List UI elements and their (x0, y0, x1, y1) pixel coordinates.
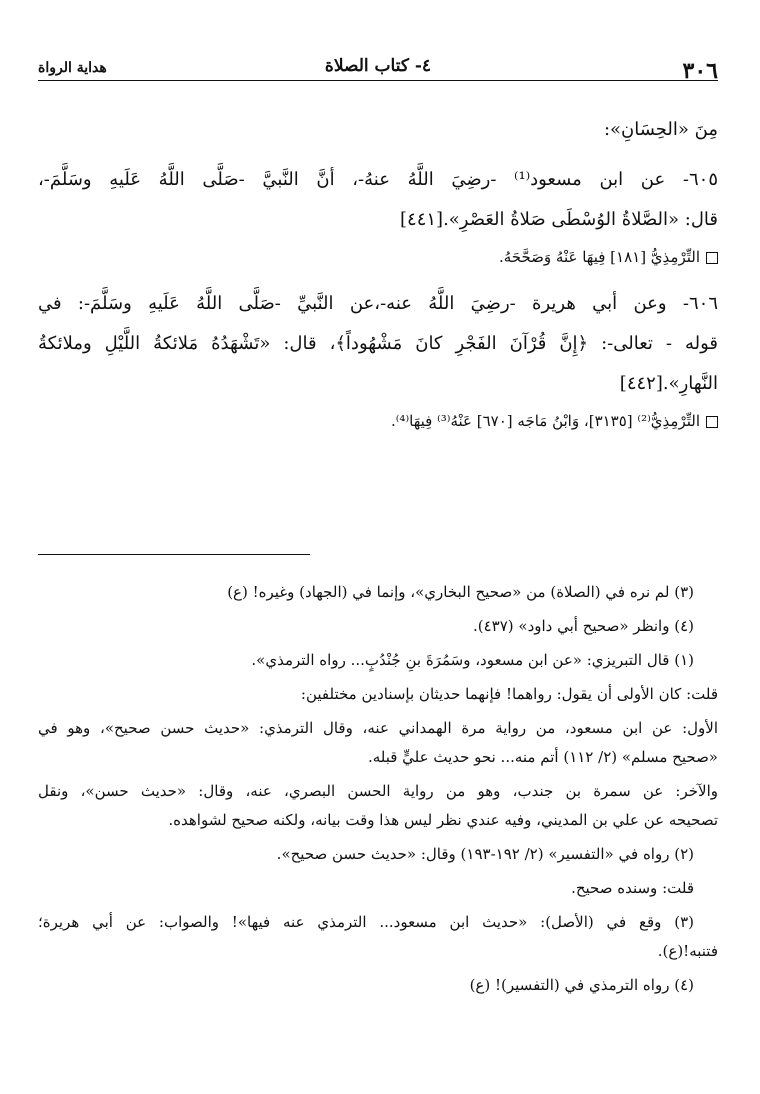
footnote-separator (38, 554, 310, 555)
hadith-606-line-2: قوله - تعالى-: ﴿إِنَّ قُرْآنَ الفَجْرِ كانَ مَشْهُوداً﴾، قال: «تَشْهَدُهُ مَلائكةُ اللَّيْلِ وملائكةُ (38, 333, 718, 354)
footnote: (٤) رواه الترمذي في (التفسير)! (ع) (469, 976, 694, 994)
footnote: (٢) رواه في «التفسير» (٢/ ١٩٢-١٩٣) وقال: «حديث حسن صحيح». (276, 845, 694, 863)
checkbox-square-icon (706, 416, 718, 428)
footnote: (٤) وانظر «صحيح أبي داود» (٤٣٧). (472, 617, 694, 635)
footnote: قلت: كان الأولى أن يقول: رواهما! فإنهما حديثان بإسنادين مختلفين: (300, 685, 718, 703)
hadith-605-line-2: قال: «الصَّلاةُ الوُسْطَى صَلاةُ العَصْرِ».[٤٤١] (400, 209, 718, 230)
hadith-606-line-1: ٦٠٦- وعن أبي هريرة -رضِيَ اللَّهُ عنه-،عن النَّبيِّ -صَلَّى اللَّهُ عَلَيهِ وسَلَّمَ-: في (38, 293, 718, 314)
page-number: ٣٠٦ (682, 58, 718, 84)
section-heading: مِنَ «الحِسَانِ»: (603, 119, 718, 140)
checkbox-square-icon (706, 252, 718, 264)
footnote: الأول: عن ابن مسعود، من رواية مرة الهمداني عنه، وقال الترمذي: «حديث حسن صحيح»، وهو في «صحيح مسلم» (٢/ ١١٢) أتم منه... نحو حديث عليٍّ قبله. (38, 719, 718, 766)
main-text (38, 110, 718, 438)
footnote: والآخر: عن سمرة بن جندب، وهو من رواية الحسن البصري، عنه، وقال: «حديث حسن»، ونقل تصحيحه عن علي بن المديني، وفيه عندي نظر ليس هذا وقت بيانه، ولكنه صحيح لشواهده. (38, 782, 718, 829)
footnote: قلت: وسنده صحيح. (571, 879, 694, 897)
footnote: (٣) لم نره في (الصلاة) من «صحيح البخاري»، وإنما في (الجهاد) وغيره! (ع) (227, 583, 694, 601)
book-page (38, 40, 718, 1080)
footnotes (38, 578, 718, 1005)
hadith-605-line-1: ٦٠٥- عن ابن مسعود⁽¹⁾ -رضِيَ اللَّهُ عنهُ-، أنَّ النَّبيَّ -صَلَّى اللَّهُ عَلَيهِ وسَلَّمَ-، (38, 169, 718, 190)
hadith-606-line-3: النَّهارِ».[٤٤٢] (619, 373, 718, 394)
hadith-606-source: التِّرْمِذِيُّ⁽²⁾ [٣١٣٥]، وَابْنُ مَاجَه [٦٧٠] عَنْهُ⁽³⁾ فِيهَا⁽⁴⁾. (38, 404, 718, 438)
page-header (38, 40, 718, 84)
footnote: (١) قال التبريزي: «عن ابن مسعود، وسَمُرَةَ بنِ جُنْدُبٍ... رواه الترمذي». (251, 651, 694, 669)
footnote: (٣) وقع في (الأصل): «حديث ابن مسعود... الترمذي عنه فيها»! والصواب: عن أبي هريرة؛ فتنبه!(ع). (38, 913, 718, 960)
hadith-605-source: التِّرْمِذِيُّ [١٨١] فِيهَا عَنْهُ وَصَحَّحَهُ. (38, 240, 718, 274)
book-title: هداية الرواة (38, 60, 107, 76)
chapter-title: ٤- كتاب الصلاة (324, 56, 432, 76)
